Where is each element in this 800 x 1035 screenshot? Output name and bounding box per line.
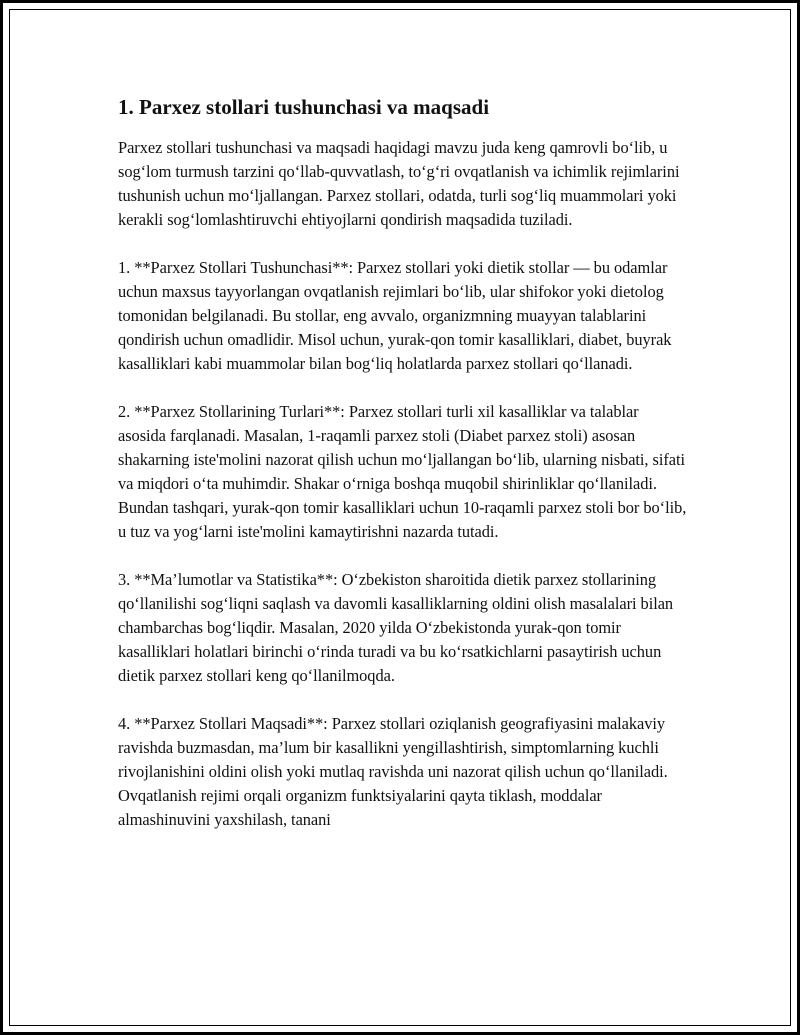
paragraph-concept: 1. **Parxez Stollari Tushunchasi**: Parxez stollari yoki dietik stollar — bu odamlar uchun maxsus tayyorlangan ovqatlanish rejimlari bo‘lib, ular shifokor yoki dietolog tomonidan belgilanadi. Bu stollar, eng avvalo, organizmning muayyan talablarini qondirish uchun omadlidir. Misol uchun, yurak-qon tomir kasalliklari, diabet, buyrak kasalliklari kabi muammolar bilan bog‘liq holatlarda parxez stollari qo‘llanadi. — [118, 258, 672, 373]
paragraph-purpose: 4. **Parxez Stollari Maqsadi**: Parxez stollari oziqlanish geografiyasini malakaviy ravishda buzmasdan, ma’lum bir kasallikni yengillashtirish, simptomlarning kuchli rivojlanishini oldini olish yoki mutlaq ravishda uni nazorat qilish uchun qo‘llaniladi. Ovqatlanish rejimi orqali organizm funktsiyalarini qayta tiklash, moddalar almashinuvini yaxshilash, tanani — [118, 714, 668, 829]
paragraph-types: 2. **Parxez Stollarining Turlari**: Parxez stollari turli xil kasalliklar va talablar asosida farqlanadi. Masalan, 1-raqamli parxez stoli (Diabet parxez stoli) asosan shakarning iste'molini nazorat qilish uchun mo‘ljallangan bo‘lib, ularning nisbati, sifati va miqdori o‘ta muhimdir. Shakar o‘rniga boshqa muqobil shirinliklar qo‘llaniladi. Bundan tashqari, yurak-qon tomir kasalliklari uchun 10-raqamli parxez stoli bor bo‘lib, u tuz va yog‘larni iste'molini kamaytirishni nazarda tutadi. — [118, 402, 687, 541]
section-heading: 1. Parxez stollari tushunchasi va maqsadi — [118, 95, 490, 119]
intro-paragraph: Parxez stollari tushunchasi va maqsadi haqidagi mavzu juda keng qamrovli bo‘lib, u sog‘lom turmush tarzini qo‘llab-quvvatlash, to‘g‘ri ovqatlanish va ichimlik rejimlarini tushunish uchun mo‘ljallangan. Parxez stollari, odatda, turli sog‘liq muammolari yoki kerakli sog‘lomlashtiruvchi ehtiyojlarni qondirish maqsadida tuziladi. — [118, 138, 680, 229]
document-body — [118, 92, 688, 856]
paragraph-statistics: 3. **Ma’lumotlar va Statistika**: O‘zbekiston sharoitida dietik parxez stollarining qo‘llanilishi sog‘liqni saqlash va davomli kasalliklarning oldini olish masalalari bilan chambarchas bog‘liqdir. Masalan, 2020 yilda O‘zbekistonda yurak-qon tomir kasalliklari holatlari birinchi o‘rinda turadi va bu ko‘rsatkichlarni pasaytirish uchun dietik parxez stollari keng qo‘llanilmoqda. — [118, 570, 674, 685]
